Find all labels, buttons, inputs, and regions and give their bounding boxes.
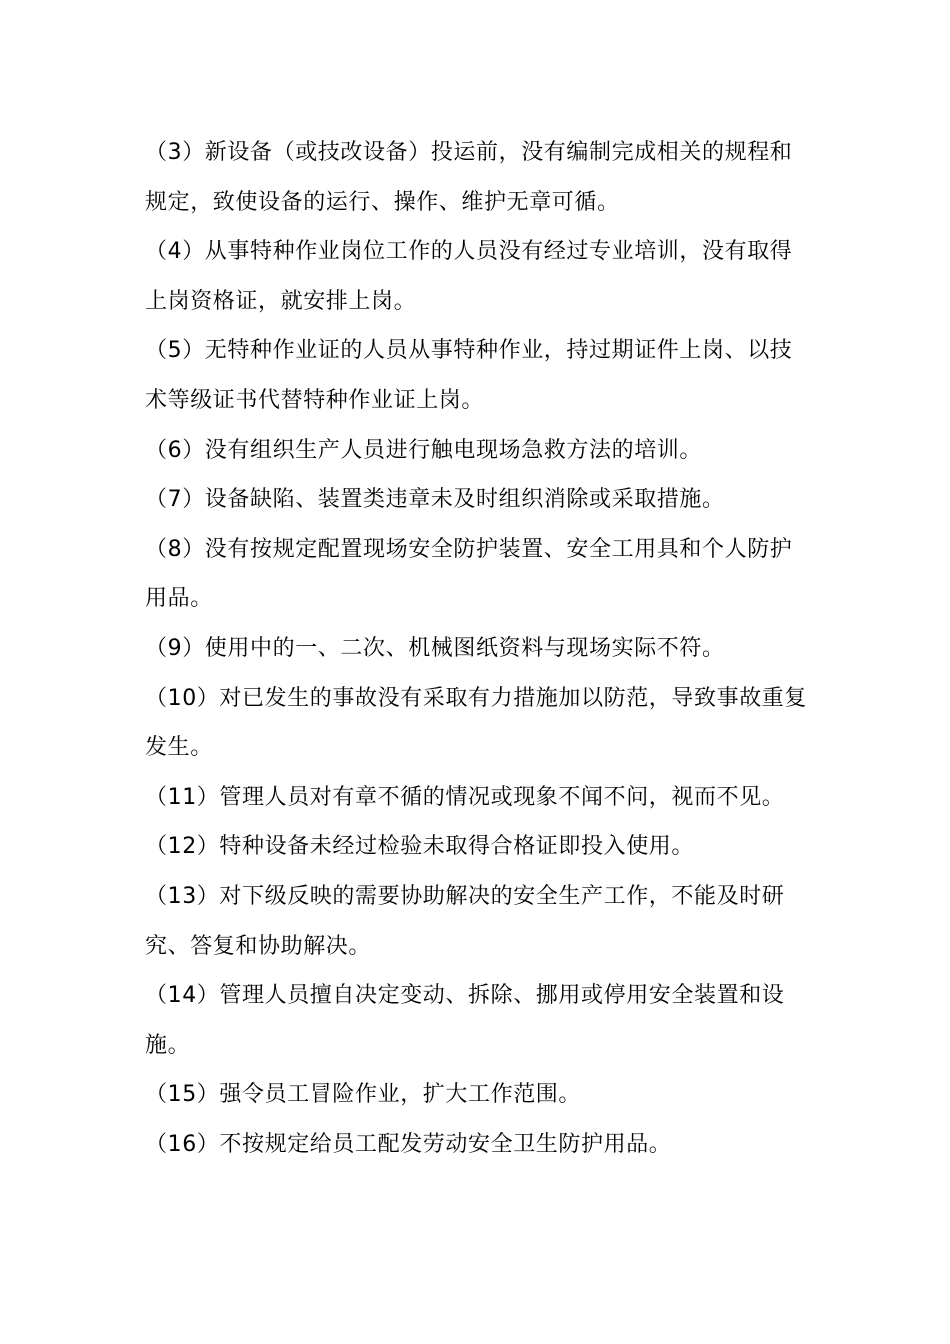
list-item: （12）特种设备未经过检验未取得合格证即投入使用。 <box>145 834 694 860</box>
list-item: （9）使用中的一、二次、机械图纸资料与现场实际不符。 <box>145 635 725 661</box>
list-item: （7）设备缺陷、装置类违章未及时组织消除或采取措施。 <box>145 487 725 513</box>
list-item: （16）不按规定给员工配发劳动安全卫生防护用品。 <box>145 1131 672 1157</box>
list-item: （5）无特种作业证的人员从事特种作业，持过期证件上岗、以技术等级证书代替特种作业证上岗。 <box>145 338 793 413</box>
list-item: （14）管理人员擅自决定变动、拆除、挪用或停用安全装置和设施。 <box>145 983 785 1058</box>
list-item: （8）没有按规定配置现场安全防护装置、安全工用具和个人防护用品。 <box>145 536 793 612</box>
list-item: （4）从事特种作业岗位工作的人员没有经过专业培训，没有取得上岗资格证，就安排上岗。 <box>145 239 793 314</box>
list-item: （3）新设备（或技改设备）投运前，没有编制完成相关的规程和规定，致使设备的运行、操作、维护无章可循。 <box>145 140 793 215</box>
list-item: （15）强令员工冒险作业，扩大工作范围。 <box>145 1082 581 1108</box>
list-item: （10）对已发生的事故没有采取有力措施加以防范，导致事故重复发生。 <box>145 685 807 761</box>
list-item: （6）没有组织生产人员进行触电现场急救方法的培训。 <box>145 437 702 463</box>
list-item: （11）管理人员对有章不循的情况或现象不闻不问，视而不见。 <box>145 784 785 810</box>
document-body <box>145 128 809 1169</box>
list-item: （13）对下级反映的需要协助解决的安全生产工作，不能及时研究、答复和协助解决。 <box>145 883 785 959</box>
